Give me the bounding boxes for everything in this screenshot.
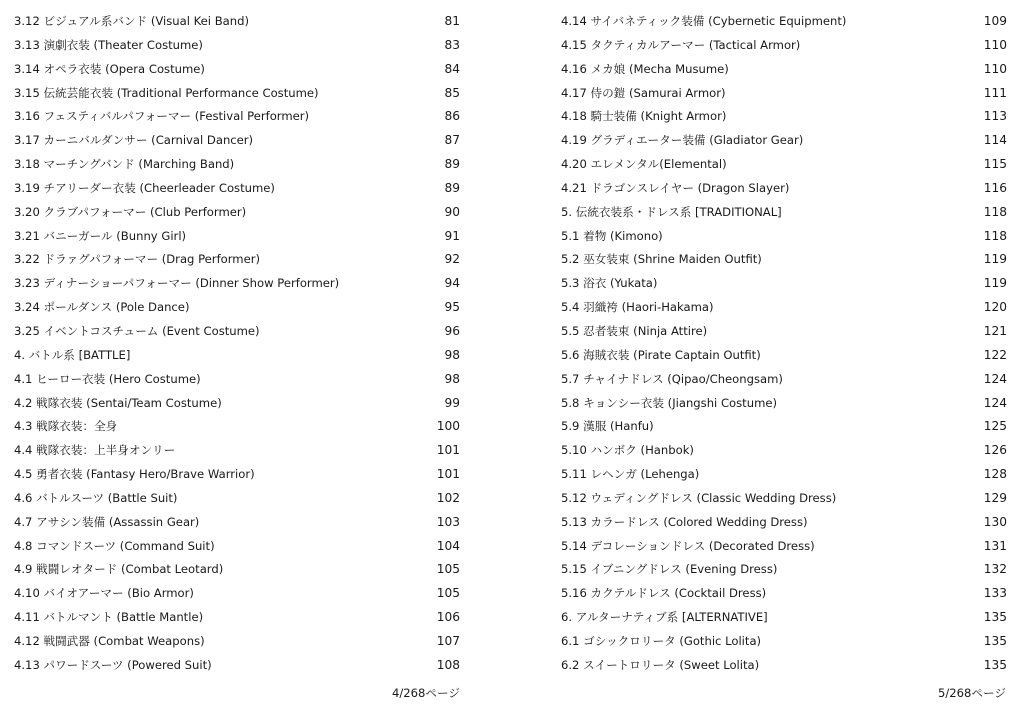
toc-entry-title: 5.12 ウェディングドレス (Classic Wedding Dress) (561, 490, 837, 505)
toc-entry[interactable] (14, 654, 460, 678)
toc-entry[interactable] (561, 105, 1007, 129)
toc-entry[interactable] (14, 34, 460, 58)
toc-entry-page-number: 87 (444, 133, 460, 148)
toc-entry[interactable] (561, 58, 1007, 82)
toc-entry-page-number: 105 (436, 562, 460, 577)
toc-entry[interactable] (14, 248, 460, 272)
toc-entry-title: 4.15 タクティカルアーマー (Tactical Armor) (561, 37, 801, 52)
toc-entry-title: 4.12 戦闘武器 (Combat Weapons) (14, 633, 205, 648)
toc-entry[interactable] (561, 487, 1007, 511)
toc-entry-title: 5.13 カラードレス (Colored Wedding Dress) (561, 514, 808, 529)
toc-entry-title: 3.20 クラブパフォーマー (Club Performer) (14, 204, 247, 219)
toc-entry-page-number: 102 (436, 490, 460, 505)
toc-entry[interactable] (14, 225, 460, 249)
toc-entry-page-number: 118 (983, 228, 1007, 243)
toc-entry[interactable] (561, 511, 1007, 535)
toc-entry-title: 3.17 カーニバルダンサー (Carnival Dancer) (14, 133, 254, 148)
toc-entry-title: 3.12 ビジュアル系バンド (Visual Kei Band) (14, 14, 250, 28)
toc-entry-page-number: 84 (444, 61, 460, 76)
toc-entry-page-number: 120 (983, 300, 1007, 315)
toc-entry-title: 4.6 バトルスーツ (Battle Suit) (14, 490, 178, 505)
toc-entry[interactable] (561, 201, 1007, 225)
toc-entry-title: 4. バトル系 [BATTLE] (14, 347, 131, 362)
toc-entry-title: 3.14 オペラ衣装 (Opera Costume) (14, 61, 205, 76)
toc-entry-page-number: 86 (444, 109, 460, 124)
toc-entry-title: 5.5 忍者装束 (Ninja Attire) (561, 323, 708, 338)
toc-entry-title: 6.2 スイートロリータ (Sweet Lolita) (561, 657, 760, 672)
toc-entry-title: 3.25 イベントコスチューム (Event Costume) (14, 323, 260, 338)
toc-entry[interactable] (561, 582, 1007, 606)
toc-entry[interactable] (14, 535, 460, 559)
toc-entry-title: 4.9 戦闘レオタード (Combat Leotard) (14, 562, 224, 577)
toc-entry-page-number: 119 (983, 252, 1007, 267)
toc-entry[interactable] (14, 606, 460, 630)
toc-page-left (14, 10, 460, 678)
toc-page-right (561, 10, 1007, 678)
page-number-left: 4/268ページ (392, 686, 460, 700)
toc-entry[interactable] (561, 654, 1007, 678)
toc-entry-page-number: 105 (436, 586, 460, 601)
toc-entry-page-number: 91 (444, 228, 460, 243)
toc-entry-page-number: 126 (983, 443, 1007, 458)
toc-entry-page-number: 119 (983, 276, 1007, 291)
toc-entry[interactable] (561, 225, 1007, 249)
toc-entry-title: 4.5 勇者衣装 (Fantasy Hero/Brave Warrior) (14, 467, 255, 482)
toc-entry-title: 5.4 羽織袴 (Haori-Hakama) (561, 300, 714, 315)
toc-entry[interactable] (561, 248, 1007, 272)
toc-entry-title: 4.4 戦隊衣装：上半身オンリー (14, 443, 176, 458)
toc-entry[interactable] (561, 153, 1007, 177)
toc-entry-page-number: 133 (983, 586, 1007, 601)
toc-entry[interactable] (561, 392, 1007, 416)
toc-entry-title: 5.8 キョンシー衣装 (Jiangshi Costume) (561, 395, 778, 410)
toc-entry-page-number: 99 (444, 395, 460, 410)
toc-entry[interactable] (14, 272, 460, 296)
toc-entry-title: 4.14 サイバネティック装備 (Cybernetic Equipment) (561, 14, 847, 28)
toc-entry-title: 3.22 ドラァグパフォーマー (Drag Performer) (14, 252, 261, 267)
toc-entry-title: 3.16 フェスティバルパフォーマー (Festival Performer) (14, 109, 310, 124)
toc-entry[interactable] (14, 439, 460, 463)
toc-entry-page-number: 103 (436, 514, 460, 529)
toc-entry[interactable] (14, 368, 460, 392)
toc-entry-title: 5.15 イブニングドレス (Evening Dress) (561, 562, 778, 577)
toc-entry-title: 4.20 エレメンタル(Elemental) (561, 157, 727, 172)
toc-entry-title: 5.7 チャイナドレス (Qipao/Cheongsam) (561, 371, 783, 386)
toc-entry-page-number: 118 (983, 204, 1007, 219)
toc-entry[interactable] (561, 415, 1007, 439)
toc-entry-page-number: 98 (444, 371, 460, 386)
toc-entry-page-number: 101 (436, 467, 460, 482)
toc-entry-title: 5.3 浴衣 (Yukata) (561, 276, 658, 291)
toc-entry-page-number: 122 (983, 347, 1007, 362)
toc-entry[interactable] (561, 82, 1007, 106)
toc-entry-page-number: 125 (983, 419, 1007, 434)
toc-entry[interactable] (14, 296, 460, 320)
toc-entry[interactable] (561, 344, 1007, 368)
toc-entry[interactable] (561, 177, 1007, 201)
toc-entry-page-number: 115 (983, 157, 1007, 172)
toc-entry[interactable] (14, 82, 460, 106)
toc-entry-title: 4.8 コマンドスーツ (Command Suit) (14, 538, 215, 553)
toc-entry[interactable] (561, 320, 1007, 344)
toc-entry-title: 5.1 着物 (Kimono) (561, 228, 663, 243)
toc-entry-title: 3.13 演劇衣装 (Theater Costume) (14, 37, 203, 52)
toc-entry-page-number: 124 (983, 371, 1007, 386)
toc-entry-title: 4.1 ヒーロー衣装 (Hero Costume) (14, 371, 201, 386)
toc-entry[interactable] (14, 392, 460, 416)
toc-entry-title: 5.9 漢服 (Hanfu) (561, 419, 654, 434)
toc-entry-page-number: 89 (444, 180, 460, 195)
toc-entry-title: 4.13 パワードスーツ (Powered Suit) (14, 657, 212, 672)
toc-entry[interactable] (14, 129, 460, 153)
toc-entry[interactable] (14, 511, 460, 535)
toc-entry-page-number: 83 (444, 37, 460, 52)
toc-entry-title: 6. アルターナティブ系 [ALTERNATIVE] (561, 610, 768, 625)
toc-entry-page-number: 90 (444, 204, 460, 219)
toc-entry[interactable] (14, 153, 460, 177)
toc-entry-page-number: 98 (444, 347, 460, 362)
toc-entry-title: 5.11 レヘンガ (Lehenga) (561, 467, 700, 482)
toc-entry-page-number: 92 (444, 252, 460, 267)
toc-entry-title: 5.10 ハンボク (Hanbok) (561, 443, 694, 458)
toc-entry-page-number: 96 (444, 323, 460, 338)
toc-entry-page-number: 113 (983, 109, 1007, 124)
toc-entry-page-number: 121 (983, 323, 1007, 338)
toc-entry-page-number: 81 (444, 14, 460, 28)
toc-entry-page-number: 109 (983, 14, 1007, 28)
toc-entry-title: 4.2 戦隊衣装 (Sentai/Team Costume) (14, 395, 222, 410)
toc-entry-title: 3.24 ポールダンス (Pole Dance) (14, 300, 190, 315)
toc-entry[interactable] (14, 10, 460, 34)
toc-entry-title: 4.10 バイオアーマー (Bio Armor) (14, 586, 194, 601)
toc-entry[interactable] (14, 201, 460, 225)
toc-entry[interactable] (561, 558, 1007, 582)
toc-entry-page-number: 135 (983, 633, 1007, 648)
toc-entry-title: 4.16 メカ娘 (Mecha Musume) (561, 61, 729, 76)
toc-entry-page-number: 104 (436, 538, 460, 553)
toc-entry[interactable] (14, 344, 460, 368)
toc-entry[interactable] (561, 606, 1007, 630)
toc-entry-page-number: 135 (983, 610, 1007, 625)
toc-entry[interactable] (561, 129, 1007, 153)
toc-entry-page-number: 100 (436, 419, 460, 434)
toc-entry[interactable] (561, 296, 1007, 320)
toc-entry-page-number: 111 (983, 85, 1007, 100)
toc-entry-page-number: 106 (436, 610, 460, 625)
toc-entry-page-number: 135 (983, 657, 1007, 672)
toc-entry[interactable] (14, 630, 460, 654)
toc-entry[interactable] (14, 105, 460, 129)
toc-entry-title: 5.2 巫女装束 (Shrine Maiden Outfit) (561, 252, 762, 267)
toc-entry-page-number: 114 (983, 133, 1007, 148)
toc-entry-page-number: 129 (983, 490, 1007, 505)
toc-entry[interactable] (14, 320, 460, 344)
toc-entry-title: 3.23 ディナーショーパフォーマー (Dinner Show Performer) (14, 276, 340, 291)
toc-entry-page-number: 124 (983, 395, 1007, 410)
toc-entry-page-number: 110 (983, 61, 1007, 76)
toc-entry-title: 3.15 伝統芸能衣装 (Traditional Performance Costume) (14, 85, 319, 100)
toc-entry-title: 4.21 ドラゴンスレイヤー (Dragon Slayer) (561, 180, 790, 195)
toc-entry-title: 4.3 戦隊衣装：全身 (14, 419, 118, 434)
toc-entry[interactable] (561, 630, 1007, 654)
toc-entry-title: 4.18 騎士装備 (Knight Armor) (561, 109, 727, 124)
toc-entry-page-number: 85 (444, 85, 460, 100)
toc-entry-page-number: 107 (436, 633, 460, 648)
toc-entry-title: 5. 伝統衣装系・ドレス系 [TRADITIONAL] (561, 204, 782, 219)
toc-entry[interactable] (561, 34, 1007, 58)
toc-entry[interactable] (14, 487, 460, 511)
toc-entry[interactable] (14, 58, 460, 82)
toc-entry-title: 3.19 チアリーダー衣装 (Cheerleader Costume) (14, 180, 275, 195)
toc-entry-title: 3.18 マーチングバンド (Marching Band) (14, 157, 235, 172)
toc-entry-title: 5.14 デコレーションドレス (Decorated Dress) (561, 538, 815, 553)
toc-entry[interactable] (14, 582, 460, 606)
toc-entry-title: 5.6 海賊衣装 (Pirate Captain Outfit) (561, 347, 761, 362)
toc-entry[interactable] (561, 535, 1007, 559)
toc-entry-page-number: 132 (983, 562, 1007, 577)
toc-entry-page-number: 128 (983, 467, 1007, 482)
toc-entry-title: 4.17 侍の鎧 (Samurai Armor) (561, 85, 726, 100)
toc-entry-page-number: 116 (983, 180, 1007, 195)
toc-entry[interactable] (561, 272, 1007, 296)
toc-entry-title: 6.1 ゴシックロリータ (Gothic Lolita) (561, 633, 762, 648)
toc-entry-page-number: 94 (444, 276, 460, 291)
toc-entry[interactable] (14, 558, 460, 582)
toc-entry-page-number: 130 (983, 514, 1007, 529)
toc-entry-title: 4.19 グラディエーター装備 (Gladiator Gear) (561, 133, 804, 148)
toc-entry-page-number: 110 (983, 37, 1007, 52)
toc-entry-title: 5.16 カクテルドレス (Cocktail Dress) (561, 586, 767, 601)
toc-entry-page-number: 95 (444, 300, 460, 315)
toc-entry-page-number: 101 (436, 443, 460, 458)
toc-entry-page-number: 89 (444, 157, 460, 172)
toc-entry-title: 4.11 バトルマント (Battle Mantle) (14, 610, 204, 625)
toc-entry[interactable] (561, 463, 1007, 487)
page-number-right: 5/268ページ (938, 686, 1006, 700)
toc-entry[interactable] (561, 10, 1007, 34)
toc-entry[interactable] (561, 439, 1007, 463)
toc-entry[interactable] (14, 177, 460, 201)
toc-entry[interactable] (14, 463, 460, 487)
toc-entry-page-number: 108 (436, 657, 460, 672)
toc-entry-title: 4.7 アサシン装備 (Assassin Gear) (14, 514, 200, 529)
toc-entry-page-number: 131 (983, 538, 1007, 553)
toc-entry-title: 3.21 バニーガール (Bunny Girl) (14, 228, 187, 243)
toc-entry[interactable] (561, 368, 1007, 392)
toc-entry[interactable] (14, 415, 460, 439)
